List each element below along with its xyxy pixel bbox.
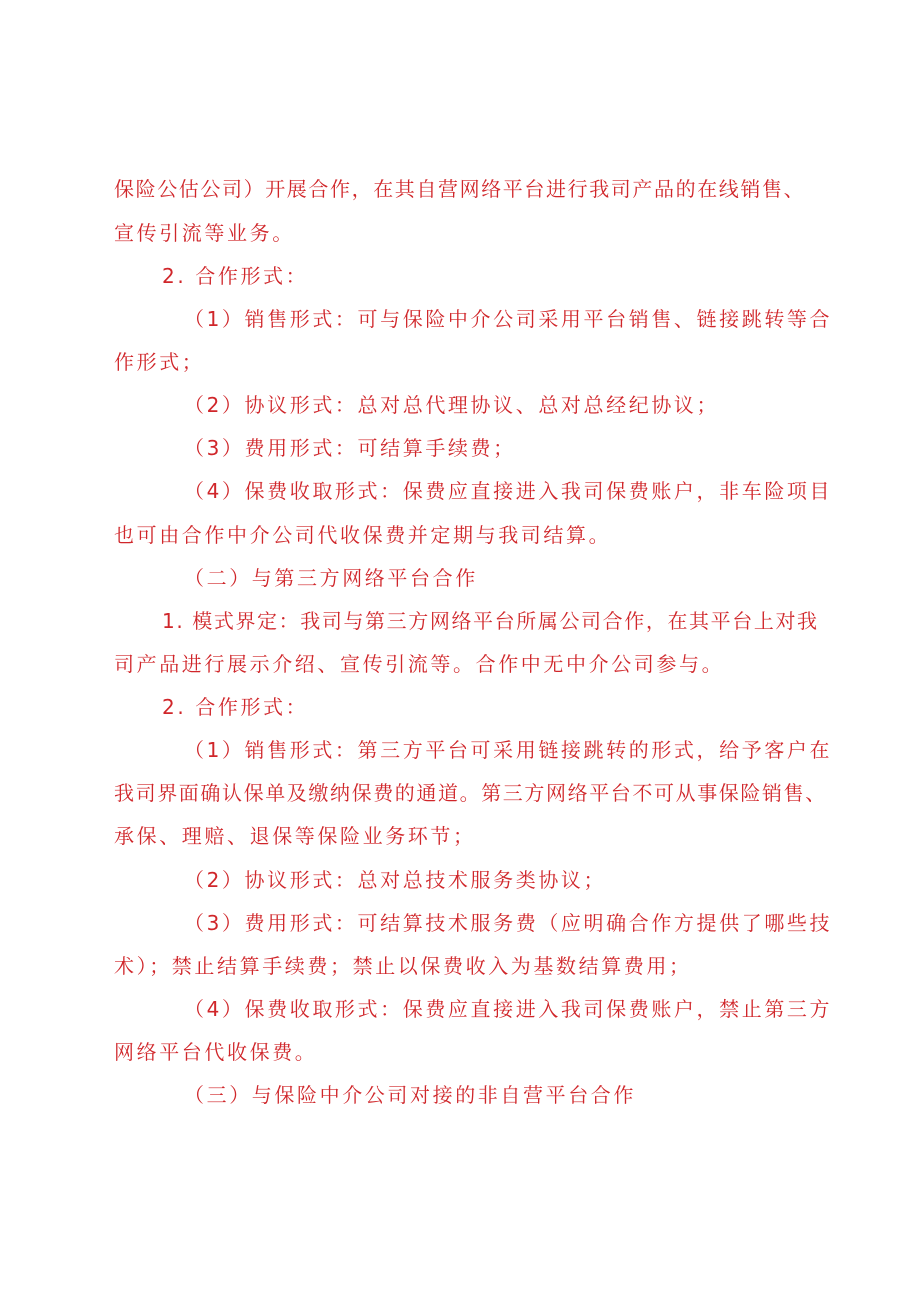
- paragraph-line: 网络平台代收保费。: [114, 1040, 318, 1064]
- section-heading: （三）与保险中介公司对接的非自营平台合作: [184, 1083, 636, 1107]
- list-item: （4）保费收取形式：保费应直接进入我司保费账户，非车险项目: [184, 479, 833, 503]
- paragraph-line: 术）；禁止结算手续费；禁止以保费收入为基数结算费用；: [114, 954, 692, 978]
- paragraph-line: 1. 模式界定：我司与第三方网络平台所属公司合作，在其平台上对我: [162, 609, 819, 633]
- paragraph-line: 保险公估公司）开展合作，在其自营网络平台进行我司产品的在线销售、: [114, 177, 806, 201]
- paragraph-line: 作形式；: [114, 350, 205, 374]
- section-heading: 2. 合作形式：: [162, 695, 309, 719]
- section-heading: （二）与第三方网络平台合作: [184, 566, 478, 590]
- list-item: （2）协议形式：总对总代理协议、总对总经纪协议；: [184, 393, 720, 417]
- section-heading: 2. 合作形式：: [162, 264, 309, 288]
- paragraph-line: 司产品进行展示介绍、宣传引流等。合作中无中介公司参与。: [114, 652, 725, 676]
- paragraph-line: 承保、理赔、退保等保险业务环节；: [114, 824, 476, 848]
- list-item: （1）销售形式：可与保险中介公司采用平台销售、链接跳转等合: [184, 307, 833, 331]
- list-item: （2）协议形式：总对总技术服务类协议；: [184, 868, 607, 892]
- paragraph-line: 我司界面确认保单及缴纳保费的通道。第三方网络平台不可从事保险销售、: [114, 781, 827, 805]
- paragraph-line: 宣传引流等业务。: [114, 221, 295, 245]
- list-item: （3）费用形式：可结算技术服务费（应明确合作方提供了哪些技: [184, 911, 833, 935]
- list-item: （3）费用形式：可结算手续费；: [184, 436, 516, 460]
- paragraph-line: 也可由合作中介公司代收保费并定期与我司结算。: [114, 523, 612, 547]
- list-item: （1）销售形式：第三方平台可采用链接跳转的形式，给予客户在: [184, 738, 833, 762]
- list-item: （4）保费收取形式：保费应直接进入我司保费账户，禁止第三方: [184, 997, 833, 1021]
